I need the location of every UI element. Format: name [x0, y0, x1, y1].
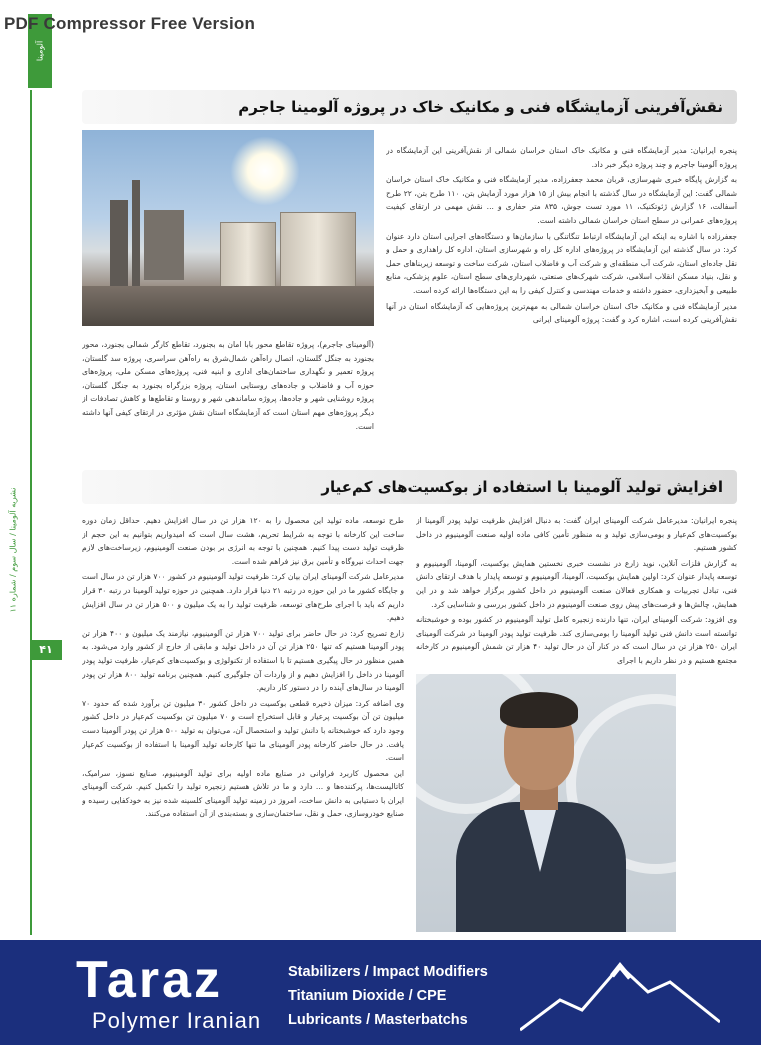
article1-title-bar — [82, 90, 737, 124]
ad-subtitle: Polymer Iranian — [92, 1008, 262, 1033]
ad-product-line: Lubricants / Masterbatchs — [288, 1012, 468, 1028]
watermark: PDF Compressor Free Version — [4, 14, 256, 33]
advertisement-banner — [0, 940, 761, 1045]
article2-title: افزایش تولید آلومینا با استفاده از بوکسیت‌های کم‌عیار — [321, 478, 723, 496]
mountain-icon — [520, 952, 720, 1032]
article2-column-left: طرح توسعه، ماده تولید این محصول را به ۱۲۰ هزار تن در سال افزایش دهیم. حداقل زمان دوره ساخت این کارخانه با توجه به شرایط تحریم، هشت سال است که امیدواریم بتوانیم به این حجم از ظرفیت تولید دست پیدا کنیم. همچنین با توجه به انرژی بر بودن صنعت آلومینیوم، زیرساخت‌های لازم جهت احداث نیروگاه و تأمین برق نیز فراهم شده است. مدیرعامل شرکت آلومینای ایران بیان کرد: ظرفیت تولید آلومینیوم در کشور ۷۰۰ هزار تن در سال است و جایگاه کشور ما در این حوزه در رتبه ۲۱ دنیا قرار دارد. همچنین در حوزه تولید آلومینا در رتبه ۳۰ قرار داریم که باید با اجرای طرح‌های توسعه، ظرفیت تولید را به یک میلیون و ۵۰۰ هزار تن در سال افزایش دهیم. زارع تصریح کرد: در حال حاضر برای تولید ۷۰۰ هزار تن آلومینیوم، نیازمند یک میلیون و ۴۰۰ هزار تن پودر آلومینا هستیم که تنها ۲۵۰ هزار تن آن در داخل تولید و مابقی از خارج از کشور وارد می‌شود. به همین منظور در حال پیگیری هستیم تا با استفاده از تکنولوژی و بوکسیت‌های کم‌عیار، ظرفیت تولید پودر آلومینا در داخل را افزایش دهیم و از واردات آن جلوگیری کنیم. همچنین برنامه تولید ۸۰۰ هزار تن پودر آلومینا در سال‌های آینده را در دستور کار داریم. وی اضافه کرد: میزان ذخیره قطعی بوکسیت در داخل کشور ۳۰ میلیون تن برآورد شده که حدود ۷۰ میلیون تن آن بوکسیت پرعیار و قابل استخراج است و ۷۰ میلیون تن بوکسیت کم‌عیار در داخل کشور وجود دارد که خوشبختانه با دانش تولید و استحصال آن، می‌توان به تولید ۵۰۰ هزار تن پودر آلومینا دست یافت. در حال حاضر کارخانه پودر آلومینای ما تنها کارخانه تولید آلومینا با استفاده از بوکسیت کم‌عیار است. این محصول کاربرد فراوانی در صنایع ماده اولیه برای تولید آلومینیوم، صنایع نسوز، سرامیک، کاتالیست‌ها، پرکننده‌ها و ... دارد و ما در تلاش هستیم زنجیره تولید را تکمیل کنیم. شرکت آلومینای ایران با دستیابی به دانش ساخت، امروز در زمینه تولید آلومینای کلسینه شده نیز به خودکفایی رسیده و صنایع خودروسازی، حمل و نقل، ساختمان‌سازی و بسته‌بندی از آن استفاده می‌کنند. — [82, 516, 404, 819]
side-caption: نشریه آلومینا / سال سوم / شماره ۱۱ — [8, 487, 18, 613]
ad-product-line: Stabilizers / Impact Modifiers — [288, 964, 488, 980]
section-tab: آلومینا — [28, 14, 52, 88]
article1-title: نقش‌آفرینی آزمایشگاه فنی و مکانیک خاک در پروژه آلومینا جاجرم — [238, 98, 723, 116]
article1-column-left: (آلومینای جاجرم)، پروژه تقاطع محور بابا امان به بجنورد، تقاطع کارگر شمالی بجنورد، محور بجنورد به جنگل گلستان، اتصال راه‌آهن شمال‌شرق به راه‌آهن سراسری، پروژه سد گلستان، پروژه تعمیر و نگهداری ساختمان‌های اداری و ابنیه فنی، پروژه‌های مسکن ملی، پروژه‌های حوزه آب و فاضلاب و جاده‌های روستایی استان، پروژه بزرگراه بجنورد به جنگل گلستان، پروژه روشنایی شهر و جاده‌ها، پروژه ساماندهی شهر و روستا و تقاطع‌ها و کاهش تصادفات از دیگر پروژه‌های مهم استان است که آزمایشگاه استان نقش مؤثری در ارتقای کیفی آنها داشته است. — [82, 340, 374, 431]
ad-product-line: Titanium Dioxide / CPE — [288, 988, 447, 1004]
article1-column-right: پنجره ایرانیان: مدیر آزمایشگاه فنی و مکانیک خاک استان خراسان شمالی از نقش‌آفرینی این آزمایشگاه در پروژه آلومینا جاجرم و چند پروژه دیگر خبر داد. به گزارش پایگاه خبری شهرسازی، قربان محمد جعفرزاده، مدیر آزمایشگاه فنی و مکانیک خاک استان خراسان شمالی گفت: این آزمایشگاه در سال گذشته با انجام بیش از ۱۵ هزار مورد آزمایش بتن، ۱۱۰ طرح بتن، ۲۲ طرح آسفالت، ۱۶ گزارش ژئوتکنیک، ۱۱ مورد تست جوش، ۸۳۵ متر حفاری و ... نقش مهمی در ارتقای کیفیت پروژه‌های عمرانی در سطح استان خراسان شمالی داشته است. جعفرزاده با اشاره به اینکه این آزمایشگاه ارتباط تنگاتنگی با سازمان‌ها و دستگاه‌های اجرایی استان دارد عنوان کرد: در سال گذشته این آزمایشگاه در پروژه‌های اداره کل راه و شهرسازی استان، اداره کل راهداری و حمل و نقل جاده‌ای استان، شرکت آب منطقه‌ای و شرکت آب و فاضلاب استان، شرکت ساخت و توسعه زیربناهای حمل و نقل، بنیاد مسکن انقلاب اسلامی، شرکت شهرک‌های صنعتی، شهرداری‌های سطح استان، علوم پزشکی، منابع طبیعی و آبخیزداری، حضور داشته و خدمات مهندسی و کنترل کیفی را به این دستگاه‌ها ارائه کرده است. مدیر آزمایشگاه فنی و مکانیک خاک استان خراسان شمالی به مهم‌ترین پروژه‌هایی که آزمایشگاه استان در آنها نقش‌آفرینی کرده است، اشاره کرد و گفت: پروژه آلومینای ایرانی — [386, 146, 737, 325]
page-number: ۴۱ — [30, 640, 62, 660]
ad-products — [288, 960, 488, 1032]
ad-brand: Taraz — [76, 951, 223, 1009]
side-rule — [30, 90, 32, 935]
article2-title-bar — [82, 470, 737, 504]
plant-photo — [82, 130, 374, 326]
portrait-photo — [416, 674, 676, 932]
article2-column-right: پنجره ایرانیان: مدیرعامل شرکت آلومینای ایران گفت: به دنبال افزایش ظرفیت تولید پودر آلومینا از بوکسیت‌های کم‌عیار و بومی‌سازی تولید و به منظور تأمین کافی ماده اولیه صنعت آلومینیوم در داخل کشور هستیم. به گزارش فلزات آنلاین، نوید زارع در نشست خبری نخستین همایش بوکسیت، آلومینا، آلومینیوم و توسعه پایدار عنوان کرد: اولین همایش بوکسیت، آلومینا، آلومینیوم و توسعه پایدار با هدف ارتقای دانش فنی، تبادل تجربیات و همکاری فعالان صنعت آلومینیوم در داخل کشور برگزار خواهد شد و در این همایش، چالش‌ها و فرصت‌های پیش روی صنعت آلومینیوم در داخل کشور بررسی و شناسایی کرد. وی افزود: شرکت آلومینای ایران، تنها دارنده زنجیره کامل تولید آلومینیوم در کشور بوده و خوشبختانه توانسته است دانش فنی تولید آلومینا را بومی‌سازی کند. ظرفیت تولید پودر آلومینا در شرکت آلومینای ایران ۲۵۰ هزار تن در سال است که در کنار آن در حال تولید ۴۰ هزار تن شمش آلومینیوم در کارخانه مجتمع هستیم و در نظر داریم با اجرای — [416, 516, 737, 665]
